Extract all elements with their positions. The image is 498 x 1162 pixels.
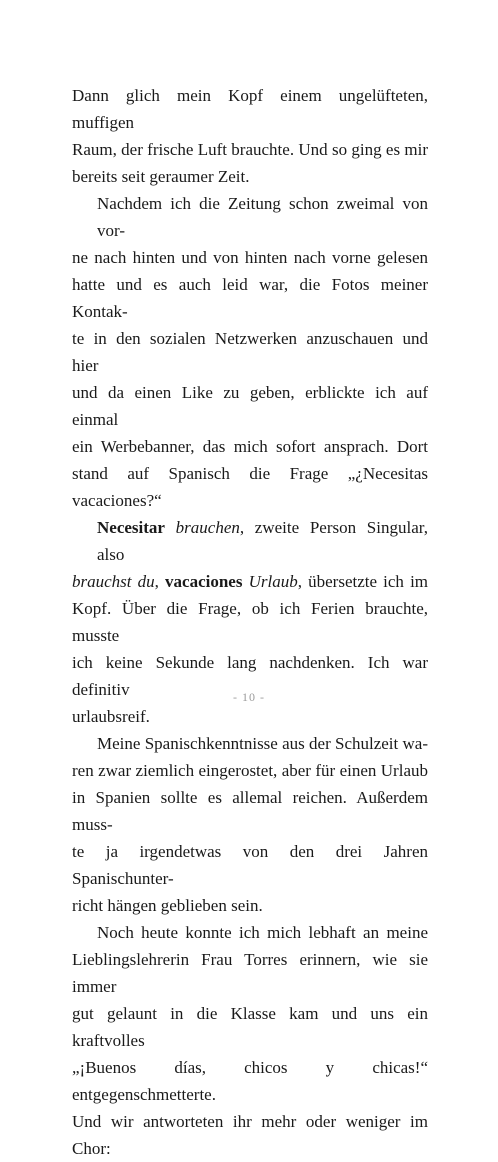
text-fragment: ,: [154, 572, 166, 591]
text-line: ich keine Sekunde lang nachdenken. Ich war definitiv: [72, 653, 428, 699]
text-line: Und wir antworteten ihr mehr oder weniger im Chor:: [72, 1112, 428, 1158]
text-fragment: , zweite Person Singular, also: [97, 518, 428, 564]
text-fragment: , übersetzte ich im: [297, 572, 429, 591]
text-line: „¡Buenos días, chicos y chicas!“ entgegenschmetterte.: [72, 1058, 428, 1104]
italic-word: brauchst du: [72, 572, 155, 591]
text-line: richt hängen geblieben sein.: [72, 896, 263, 915]
text-line: stand auf Spanisch die Frage „¿Necesitas vacaciones?“: [72, 464, 428, 510]
text-line: und da einen Like zu geben, erblickte ich auf einmal: [72, 383, 428, 429]
text-line: Nachdem ich die Zeitung schon zweimal von vor-: [97, 194, 428, 240]
text-line: Raum, der frische Luft brauchte. Und so ging es mir: [72, 140, 428, 159]
text-line: bereits seit geraumer Zeit.: [72, 167, 250, 186]
italic-word: Urlaub: [248, 572, 298, 591]
paragraph-1: [72, 82, 428, 190]
text-line: te in den sozialen Netzwerken anzuschauen und hier: [72, 329, 428, 375]
text-line: Meine Spanischkenntnisse aus der Schulzeit wa-: [97, 734, 428, 753]
text-line: [72, 568, 428, 595]
text-line: te ja irgendetwas von den drei Jahren Spanischunter-: [72, 842, 428, 888]
bold-word: Necesitar: [97, 518, 165, 537]
text-line: urlaubsreif.: [72, 707, 150, 726]
text-fragment: [165, 518, 176, 537]
text-line: in Spanien sollte es allemal reichen. Außerdem muss-: [72, 788, 428, 834]
paragraph-2: [72, 190, 428, 514]
italic-word: brauchen: [175, 518, 240, 537]
text-line: Noch heute konnte ich mich lebhaft an meine: [97, 923, 428, 942]
text-line: ne nach hinten und von hinten nach vorne gelesen: [72, 248, 428, 267]
text-line: ren zwar ziemlich eingerostet, aber für einen Urlaub: [72, 761, 428, 780]
text-line: gut gelaunt in die Klasse kam und uns ein kraftvolles: [72, 1004, 428, 1050]
body-text: [72, 82, 428, 1162]
paragraph-5: [72, 919, 428, 1162]
text-line: [72, 514, 428, 568]
bold-word: vacaciones: [165, 572, 243, 591]
text-line: Dann glich mein Kopf einem ungelüfteten, muffigen: [72, 86, 428, 132]
text-line: Kopf. Über die Frage, ob ich Ferien brauchte, musste: [72, 599, 428, 645]
text-line: Lieblingslehrerin Frau Torres erinnern, wie sie immer: [72, 950, 428, 996]
page-number: - 10 -: [233, 690, 265, 704]
text-line: ein Werbebanner, das mich sofort ansprach. Dort: [72, 437, 428, 456]
text-line: hatte und es auch leid war, die Fotos meiner Kontak-: [72, 275, 428, 321]
paragraph-4: [72, 730, 428, 919]
